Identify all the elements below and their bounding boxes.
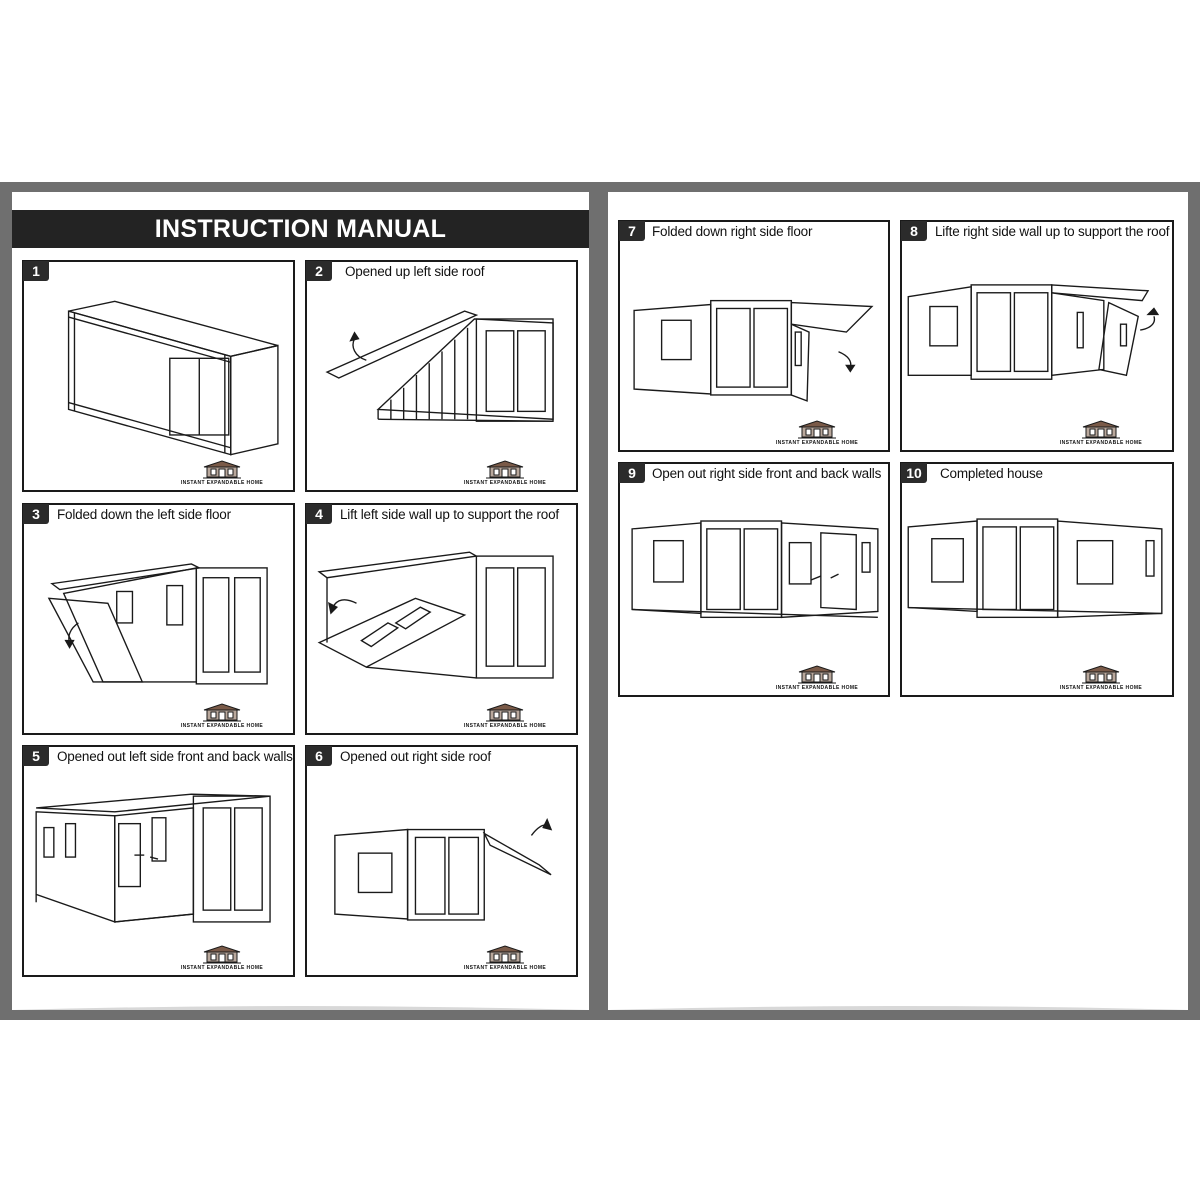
house-logo-icon xyxy=(485,460,525,480)
step-5-illustration xyxy=(24,747,293,975)
step-9-number: 9 xyxy=(619,463,645,483)
house-logo-icon xyxy=(485,703,525,723)
step-8-title: Lifte right side wall up to support the roof xyxy=(935,224,1170,239)
step-9-illustration xyxy=(620,464,888,695)
house-logo-icon xyxy=(1081,665,1121,685)
brand-logo xyxy=(173,703,271,729)
brand-caption: INSTANT EXPANDABLE HOME xyxy=(1059,440,1143,446)
step-5-number: 5 xyxy=(23,746,49,766)
step-5-panel xyxy=(22,745,295,977)
step-10-panel xyxy=(900,462,1174,697)
brand-logo xyxy=(173,460,271,486)
step-3-number: 3 xyxy=(23,504,49,524)
step-3-illustration xyxy=(24,505,293,733)
house-logo-icon xyxy=(485,945,525,965)
step-10-number: 10 xyxy=(901,463,927,483)
step-1-number: 1 xyxy=(23,261,49,281)
step-1-illustration xyxy=(24,262,293,490)
brand-logo xyxy=(456,703,554,729)
manual-page-right xyxy=(608,192,1188,1010)
step-7-title: Folded down right side floor xyxy=(652,224,813,239)
step-2-illustration xyxy=(307,262,576,490)
step-5-title: Opened out left side front and back walls xyxy=(57,749,293,764)
step-10-illustration xyxy=(902,464,1172,695)
step-4-illustration xyxy=(307,505,576,733)
step-8-number: 8 xyxy=(901,221,927,241)
brand-caption: INSTANT EXPANDABLE HOME xyxy=(463,723,547,729)
brand-caption: INSTANT EXPANDABLE HOME xyxy=(775,440,859,446)
brand-caption: INSTANT EXPANDABLE HOME xyxy=(180,965,264,971)
step-4-panel xyxy=(305,503,578,735)
brand-logo xyxy=(173,945,271,971)
step-8-illustration xyxy=(902,222,1172,450)
step-6-title: Opened out right side roof xyxy=(340,749,491,764)
brand-logo xyxy=(456,460,554,486)
step-9-title: Open out right side front and back walls xyxy=(652,466,882,481)
step-7-number: 7 xyxy=(619,221,645,241)
page-fold-shadow xyxy=(608,1002,1188,1010)
step-6-number: 6 xyxy=(306,746,332,766)
manual-title: INSTRUCTION MANUAL xyxy=(12,210,589,248)
brand-logo xyxy=(768,665,866,691)
step-2-number: 2 xyxy=(306,261,332,281)
brand-logo xyxy=(1052,665,1150,691)
brand-logo xyxy=(456,945,554,971)
manual-page-left xyxy=(12,192,589,1010)
step-10-title: Completed house xyxy=(940,466,1043,481)
house-logo-icon xyxy=(202,945,242,965)
step-6-panel xyxy=(305,745,578,977)
brand-logo xyxy=(1052,420,1150,446)
house-logo-icon xyxy=(1081,420,1121,440)
step-3-panel xyxy=(22,503,295,735)
brand-caption: INSTANT EXPANDABLE HOME xyxy=(463,480,547,486)
brand-caption: INSTANT EXPANDABLE HOME xyxy=(775,685,859,691)
page-fold-shadow xyxy=(12,1002,589,1010)
step-4-title: Lift left side wall up to support the roof xyxy=(340,507,559,522)
step-4-number: 4 xyxy=(306,504,332,524)
house-logo-icon xyxy=(797,665,837,685)
step-1-panel xyxy=(22,260,295,492)
house-logo-icon xyxy=(202,460,242,480)
brand-caption: INSTANT EXPANDABLE HOME xyxy=(180,480,264,486)
brand-logo xyxy=(768,420,866,446)
step-8-panel xyxy=(900,220,1174,452)
step-2-title: Opened up left side roof xyxy=(345,264,485,279)
step-9-panel xyxy=(618,462,890,697)
step-6-illustration xyxy=(307,747,576,975)
brand-caption: INSTANT EXPANDABLE HOME xyxy=(463,965,547,971)
step-2-panel xyxy=(305,260,578,492)
step-7-panel xyxy=(618,220,890,452)
step-3-title: Folded down the left side floor xyxy=(57,507,231,522)
house-logo-icon xyxy=(797,420,837,440)
brand-caption: INSTANT EXPANDABLE HOME xyxy=(180,723,264,729)
brand-caption: INSTANT EXPANDABLE HOME xyxy=(1059,685,1143,691)
step-7-illustration xyxy=(620,222,888,450)
house-logo-icon xyxy=(202,703,242,723)
